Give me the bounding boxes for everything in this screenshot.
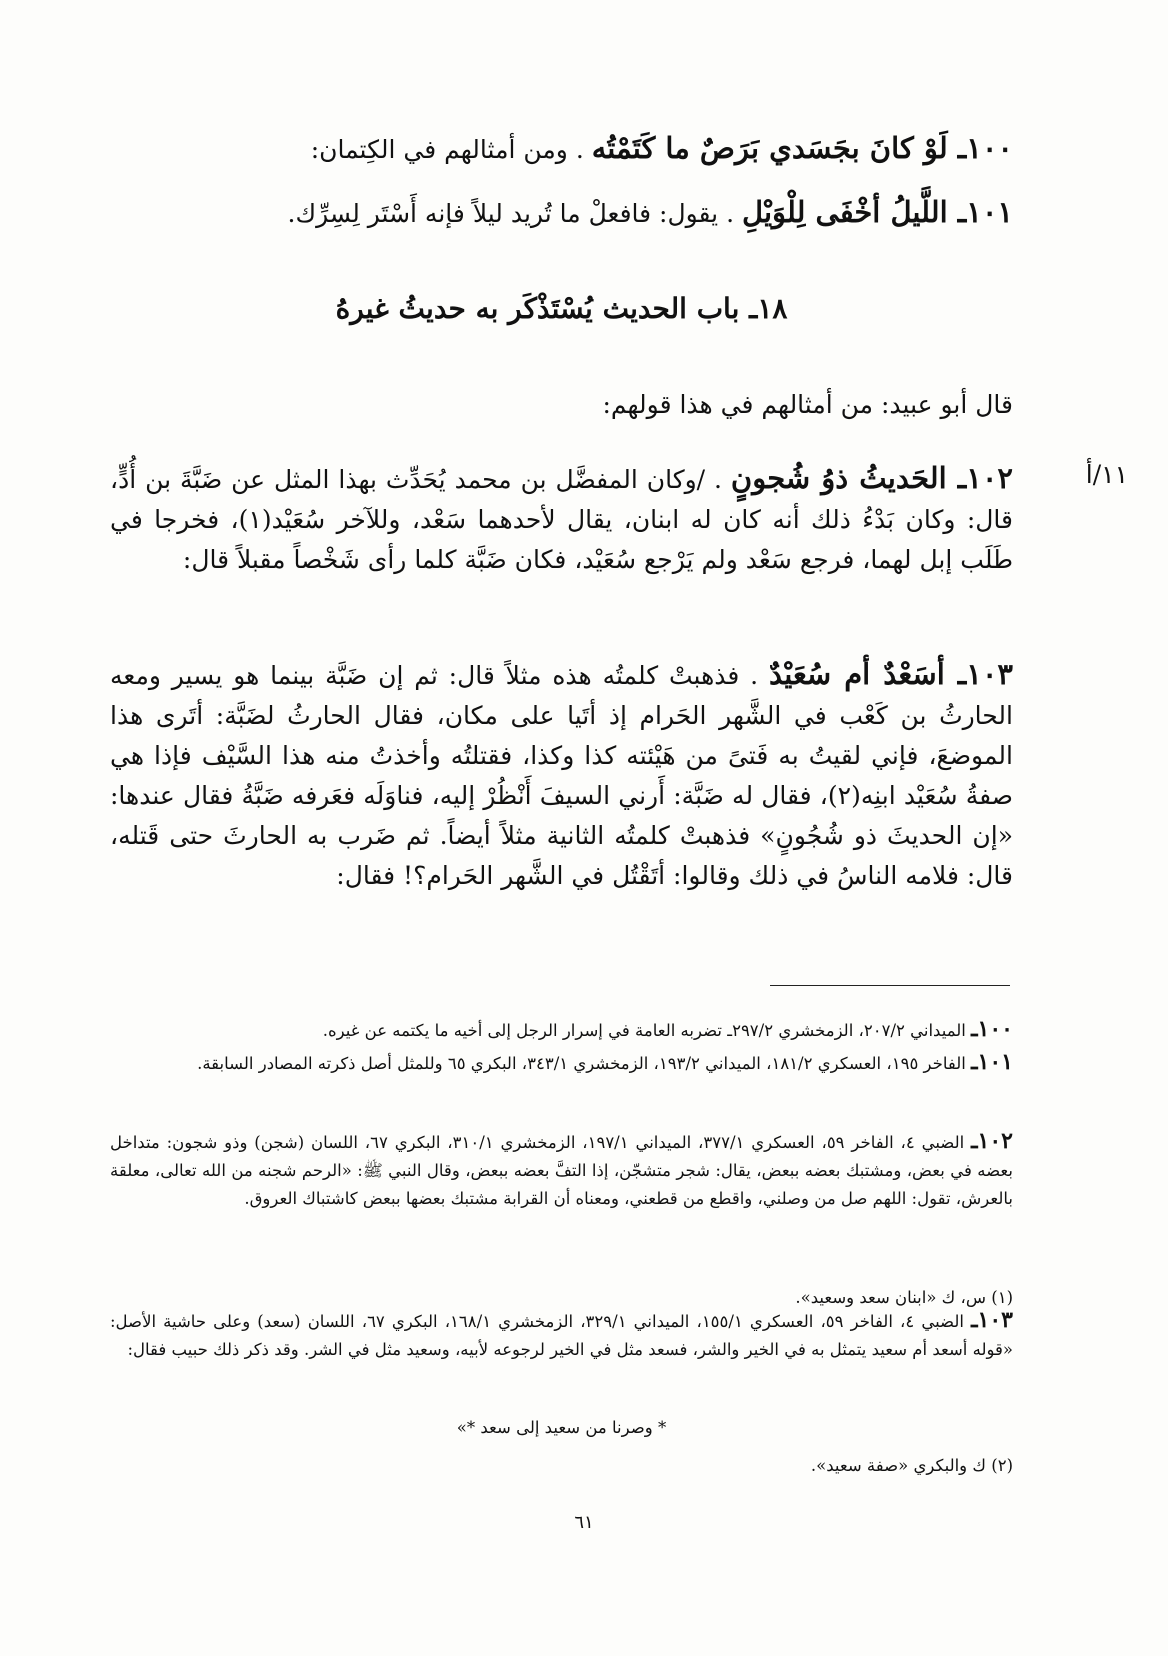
footnote-101 xyxy=(110,1048,1013,1078)
footnote-divider xyxy=(770,985,1010,986)
proverb-101: ١٠١ـ اللَّيلُ أخْفَى لِلْوَيْلِ xyxy=(741,195,1013,229)
proverb-102-commentary: . /وكان المفضَّل بن محمد يُحَدِّث بهذا المثل عن ضَبَّةَ بن أُدٍّ، قال: وكان بَدْءُ ذلك أنه كان له ابنان، يقال لأحدهما سَعْد، وللآخر سُعَيْد(١)، فخرجا في طَلَب إبل لهما، فرجع سَعْد ولم يَرْجع سُعَيْد، فكان ضَبَّة كلما رأى شَخْصاً مقبلاً قال: xyxy=(110,465,1014,574)
proverb-102: ١٠٢ـ الحَديثُ ذوُ شُجونٍ xyxy=(730,461,1013,495)
proverb-100-commentary: . ومن أمثالهم في الكِتمان: xyxy=(310,135,584,164)
footnote-100-number: ١٠٠ـ xyxy=(971,1016,1013,1042)
footnote-103-subnote: (٢) ك والبكري «صفة سعيد». xyxy=(810,1456,1013,1475)
footnote-100-text: الميداني ٢٠٧/٢، الزمخشري ٢٩٧/٢ـ تضربه العامة في إسرار الرجل إلى أخيه ما يكتمه عن غيره. xyxy=(322,1021,972,1040)
footnote-103-number: ١٠٣ـ xyxy=(971,1307,1013,1333)
footnote-102-number: ١٠٢ـ xyxy=(971,1128,1013,1154)
proverb-103-paragraph xyxy=(110,654,1013,896)
footnote-103-text: الضبي ٤، الفاخر ٥٩، العسكري ١٥٥/١، الميداني ٣٢٩/١، الزمخشري ١٦٨/١، البكري ٦٧، اللسان (سعد) وعلى حاشية الأصل: «قوله أسعد أم سعيد يتمثل به في الخير والشر، فسعد مثل في الخير لرجوعه لأبيه، وسعيد مثل في الشر. وقد ذكر ذلك حبيب فقال: xyxy=(110,1312,1013,1359)
footnote-101-text: الفاخر ١٩٥، العسكري ١٨١/٢، الميداني ١٩٣/٢، الزمخشري ٣٤٣/١، البكري ٦٥ وللمثل أصل ذكرته المصادر السابقة. xyxy=(197,1054,972,1073)
proverb-103: ١٠٣ـ أسَعْدٌ أم سُعَيْدٌ xyxy=(768,657,1013,691)
footnote-verse: * وصرنا من سعيد إلى سعد *» xyxy=(456,1418,667,1437)
proverb-101-commentary: . يقول: فافعلْ ما تُريد ليلاً فإنه أَسْتَر لِسِرِّك. xyxy=(287,199,735,228)
footnote-102 xyxy=(110,1127,1013,1213)
footnote-102-subnote: (١) س، ك «ابنان سعد وسعيد». xyxy=(795,1288,1013,1307)
footnote-101-number: ١٠١ـ xyxy=(971,1049,1013,1075)
chapter-heading: ١٨ـ باب الحديث يُسْتَذْكَر به حديثُ غيرهُ xyxy=(335,292,788,325)
margin-folio-note: ١١/أ xyxy=(1085,460,1128,489)
proverb-100: ١٠٠ـ لَوْ كانَ بجَسَدي بَرَصٌ ما كَتَمْتُه xyxy=(591,131,1013,165)
proverb-102-paragraph xyxy=(110,458,1013,580)
proverb-101-line xyxy=(110,192,1013,234)
page-number: ٦١ xyxy=(574,1512,594,1533)
footnote-102-text: الضبي ٤، الفاخر ٥٩، العسكري ٣٧٧/١، الميداني ١٩٧/١، الزمخشري ٣١٠/١، البكري ٦٧، اللسان (شجن) وذو شجون: متداخل بعضه في بعض، ومشتبك بعضه ببعض، يقال: شجر متشجّن، إذا التفَّ بعضه ببعض، وقال النبي ﷺ: «الرحم شجنه من الله تعالى، معلقة بالعرش، تقول: اللهم صل من وصلني، واقطع من قطعني، ومعناه أن القرابة مشتبك بعضها ببعض كاشتباك العروق. xyxy=(110,1133,1013,1208)
proverb-100-line xyxy=(110,128,1013,170)
footnote-100 xyxy=(110,1015,1013,1045)
footnote-103 xyxy=(110,1306,1013,1364)
intro-line: قال أبو عبيد: من أمثالهم في هذا قولهم: xyxy=(602,390,1013,419)
proverb-103-commentary: . فذهبتْ كلمتُه هذه مثلاً قال: ثم إن ضَبَّة بينما هو يسير ومعه الحارثُ بن كَعْب في الشَّهر الحَرام إذ أتَيا على مكان، فقال الحارثُ لضَبَّة: أتَرى هذا الموضعَ، فإني لقيتُ به فَتىً من هَيْئته كذا وكذا، فقتلتُه وأخذتُ منه هذا السَّيْف فإذا هي صفةُ سُعَيْد ابنِه(٢)، فقال له ضَبَّة: أَرني السيفَ أَنْظُرْ إليه، فناوَلَه فعَرفه ضَبَّةُ فقال عندها: «إن الحديثَ ذو شُجُونٍ» فذهبتْ كلمتُه الثانية مثلاً أيضاً. ثم ضَرب به الحارثَ حتى قَتله، قال: فلامه الناسُ في ذلك وقالوا: أتَقْتُل في الشَّهر الحَرام؟! فقال: xyxy=(110,661,1014,890)
